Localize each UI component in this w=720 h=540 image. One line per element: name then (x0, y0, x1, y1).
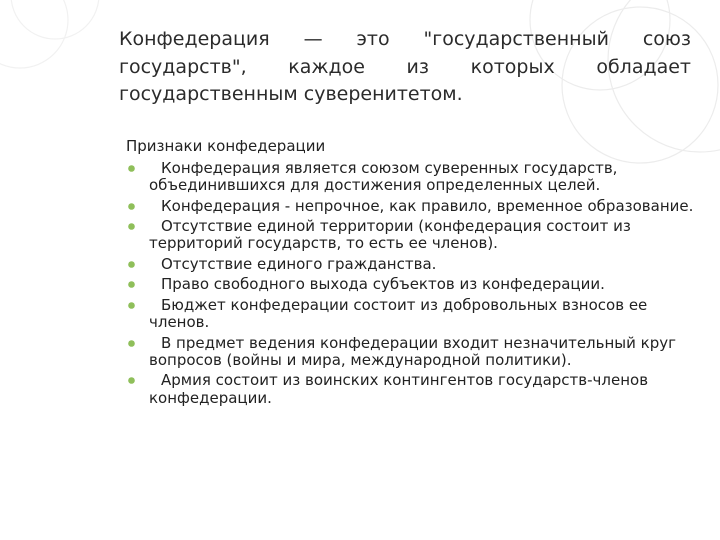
bullet-icon (128, 203, 135, 210)
bullet-icon (128, 281, 135, 288)
feature-text: Армия состоит из воинских контингентов государств-членов конфедерации. (149, 371, 649, 407)
features-title: Признаки конфедерации (126, 137, 326, 155)
definition-word: союз (642, 28, 691, 50)
definition-word: которых (470, 55, 555, 78)
list-item (126, 335, 696, 369)
list-item (126, 160, 696, 194)
definition-word: это (356, 28, 390, 50)
bullet-icon (128, 340, 135, 347)
definition-word: — (303, 28, 323, 50)
feature-text: Конфедерация - непрочное, как правило, временное образование. (161, 196, 694, 215)
list-item (126, 276, 696, 293)
feature-text: В предмет ведения конфедерации входит незначительный круг вопросов (войны и мира, международной политики). (149, 333, 676, 369)
list-item (126, 372, 696, 406)
features-list (126, 160, 696, 410)
definition-word: из (406, 55, 429, 78)
bullet-icon (128, 302, 135, 309)
feature-text: Конфедерация является союзом суверенных государств, объединившихся для достижения определенных целей. (149, 159, 618, 195)
definition-word: государств", (119, 55, 247, 78)
bullet-icon (128, 223, 135, 230)
feature-text: Право свободного выхода субъектов из конфедерации. (161, 275, 605, 294)
definition-text: государственным суверенитетом. (119, 83, 463, 105)
list-item (126, 198, 696, 215)
definition-line-1 (119, 26, 691, 54)
definition-word: Конфедерация (119, 28, 270, 50)
feature-text: Отсутствие единой территории (конфедерация состоит из территорий государств, то есть ее членов). (149, 217, 631, 253)
definition-word: обладает (596, 55, 691, 78)
list-item (126, 218, 696, 252)
definition-word: каждое (288, 55, 365, 78)
definition-word: "государственный (423, 28, 609, 50)
list-item (126, 297, 696, 331)
bullet-icon (128, 261, 135, 268)
bullet-icon (128, 165, 135, 172)
list-item (126, 256, 696, 273)
bullet-icon (128, 377, 135, 384)
feature-text: Бюджет конфедерации состоит из добровольных взносов ее членов. (149, 295, 648, 332)
definition-paragraph (119, 26, 691, 109)
definition-line-2 (119, 54, 691, 82)
feature-text: Отсутствие единого гражданства. (161, 254, 437, 273)
definition-line-3 (119, 81, 691, 109)
